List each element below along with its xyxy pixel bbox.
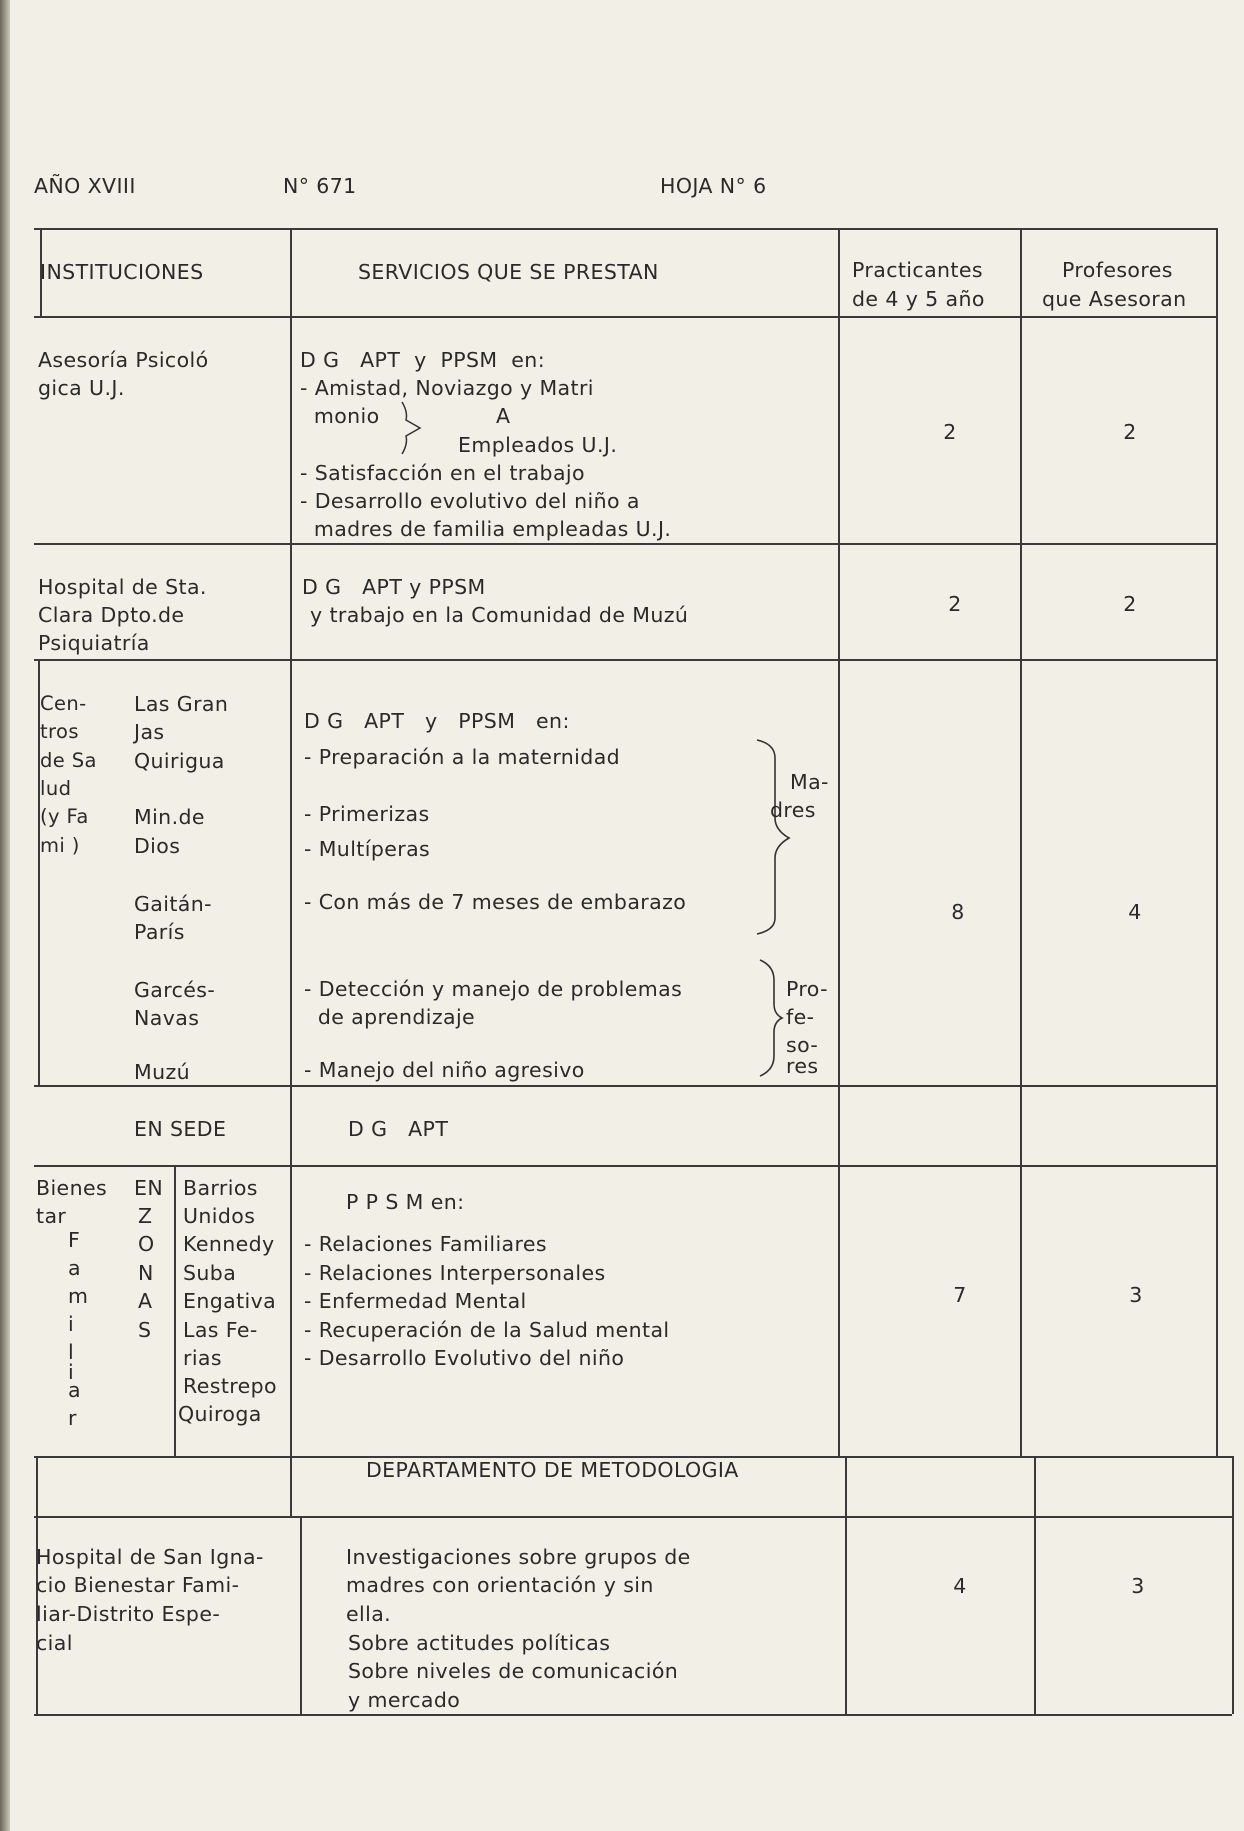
teachers-count: 3: [1129, 1283, 1143, 1307]
brace-icon: [398, 398, 458, 458]
service-line: D G APT y PPSM: [302, 575, 486, 599]
vertical-letter: A: [138, 1289, 153, 1313]
service-line: - Multíperas: [304, 837, 431, 861]
students-count: 8: [951, 900, 965, 924]
institution-line: Hospital de Sta.: [38, 575, 207, 599]
service-line: de aprendizaje: [304, 1005, 476, 1029]
service-line: ella.: [346, 1602, 392, 1626]
institution-line: liar-Distrito Espe-: [36, 1602, 221, 1626]
institution-line: tros: [40, 720, 79, 743]
section-heading: DEPARTAMENTO DE METODOLOGIA: [366, 1458, 739, 1482]
col-teachers-l2: que Asesoran: [1042, 287, 1187, 311]
center-name: Min.de: [134, 805, 205, 829]
brace-label: Ma-: [790, 770, 829, 794]
institution-line: Psiquiatría: [38, 631, 150, 655]
service-line: - Preparación a la maternidad: [304, 745, 621, 769]
service-line: - Relaciones Interpersonales: [304, 1261, 606, 1285]
vertical-letter: a: [68, 1256, 81, 1280]
institution-line: (y Fa: [40, 805, 89, 828]
center-name: París: [134, 920, 185, 944]
service-line: - Detección y manejo de problemas: [304, 977, 683, 1001]
institution-line: de Sa: [40, 749, 97, 772]
institution-line: EN SEDE: [134, 1117, 227, 1141]
center-name: Jas: [134, 720, 165, 744]
center-name: Las Gran: [134, 692, 229, 716]
vertical-letter: EN: [134, 1176, 164, 1200]
students-count: 7: [953, 1283, 967, 1307]
page-spine: [0, 0, 10, 1831]
service-line: madres de familia empleadas U.J.: [300, 517, 672, 541]
service-line: - Manejo del niño agresivo: [304, 1058, 585, 1082]
service-line: D G APT y PPSM en:: [300, 348, 546, 372]
teachers-count: 2: [1123, 592, 1137, 616]
center-name: Quirigua: [134, 749, 225, 773]
students-count: 2: [948, 592, 962, 616]
center-name: Gaitán-: [134, 892, 212, 916]
service-line: - Amistad, Noviazgo y Matri: [300, 376, 594, 400]
place-name: Restrepo: [183, 1374, 277, 1398]
place-name: rias: [183, 1346, 222, 1370]
students-count: 2: [943, 420, 957, 444]
institution-line: Bienes: [36, 1176, 108, 1200]
institution-line: Hospital de San Igna-: [36, 1545, 264, 1569]
service-line: - Con más de 7 meses de embarazo: [304, 890, 687, 914]
brace-icon: [755, 738, 795, 936]
institution-line: Asesoría Psicoló: [38, 348, 209, 372]
brace-label: so-: [786, 1033, 819, 1057]
col-students-l2: de 4 y 5 año: [852, 287, 985, 311]
institution-line: lud: [40, 777, 72, 800]
brace-label: res: [786, 1054, 819, 1078]
vertical-letter: O: [138, 1232, 155, 1256]
institution-line: tar: [36, 1204, 67, 1228]
service-line: - Satisfacción en el trabajo: [300, 461, 585, 485]
service-line: - Recuperación de la Salud mental: [304, 1318, 670, 1342]
col-teachers-l1: Profesores: [1062, 258, 1173, 282]
col-students-l1: Practicantes: [852, 258, 983, 282]
institution-line: gica U.J.: [38, 376, 125, 400]
teachers-count: 3: [1131, 1574, 1145, 1598]
service-line: Sobre niveles de comunicación: [348, 1659, 679, 1683]
place-name: Suba: [183, 1261, 237, 1285]
service-line: monio: [300, 404, 380, 428]
vertical-letter: Z: [138, 1204, 153, 1228]
institution-line: mi ): [40, 834, 80, 857]
service-line: - Enfermedad Mental: [304, 1289, 527, 1313]
vertical-letter: S: [138, 1318, 152, 1342]
service-line: - Primerizas: [304, 802, 430, 826]
students-count: 4: [953, 1574, 967, 1598]
year-label: AÑO XVIII: [34, 174, 136, 198]
service-line: y mercado: [348, 1688, 461, 1712]
sheet-number: HOJA N° 6: [660, 174, 767, 198]
center-name: Dios: [134, 834, 181, 858]
issue-number: N° 671: [283, 174, 357, 198]
center-name: Navas: [134, 1006, 200, 1030]
institution-line: Clara Dpto.de: [38, 603, 185, 627]
service-line: Sobre actitudes políticas: [348, 1631, 611, 1655]
vertical-letter: F: [68, 1228, 81, 1252]
brace-label: fe-: [786, 1005, 815, 1029]
service-line: A: [496, 404, 511, 428]
vertical-letter: l: [68, 1340, 75, 1364]
place-name: Unidos: [183, 1204, 256, 1228]
service-line: P P S M en:: [346, 1190, 465, 1214]
place-name: Barrios: [183, 1176, 258, 1200]
service-line: - Relaciones Familiares: [304, 1232, 547, 1256]
institution-line: Cen-: [40, 692, 87, 715]
vertical-letter: N: [138, 1261, 154, 1285]
service-line: - Desarrollo Evolutivo del niño: [304, 1346, 625, 1370]
teachers-count: 2: [1123, 420, 1137, 444]
col-services: SERVICIOS QUE SE PRESTAN: [358, 260, 659, 284]
vertical-letter: m: [68, 1284, 89, 1308]
place-name: Las Fe-: [183, 1318, 258, 1342]
service-line: y trabajo en la Comunidad de Muzú: [310, 603, 689, 627]
teachers-count: 4: [1128, 900, 1142, 924]
institution-line: cial: [36, 1631, 73, 1655]
vertical-letter: r: [68, 1406, 77, 1430]
brace-icon: [758, 958, 788, 1078]
col-institutions: INSTITUCIONES: [40, 260, 204, 284]
center-name: Garcés-: [134, 978, 216, 1002]
place-name: Quiroga: [178, 1402, 262, 1426]
service-line: Investigaciones sobre grupos de: [346, 1545, 691, 1569]
brace-label: dres: [770, 798, 816, 822]
institution-line: cio Bienestar Fami-: [36, 1573, 240, 1597]
place-name: Kennedy: [183, 1232, 275, 1256]
place-name: Engativa: [183, 1289, 277, 1313]
vertical-letter: i: [68, 1360, 75, 1384]
service-line: - Desarrollo evolutivo del niño a: [300, 489, 640, 513]
brace-label: Pro-: [786, 977, 828, 1001]
service-line: D G APT y PPSM en:: [304, 709, 570, 733]
vertical-letter: i: [68, 1312, 75, 1336]
service-line: D G APT: [348, 1117, 449, 1141]
center-name: Muzú: [134, 1060, 191, 1084]
service-line: Empleados U.J.: [458, 433, 618, 457]
service-line: madres con orientación y sin: [346, 1573, 654, 1597]
vertical-letter: a: [68, 1378, 81, 1402]
